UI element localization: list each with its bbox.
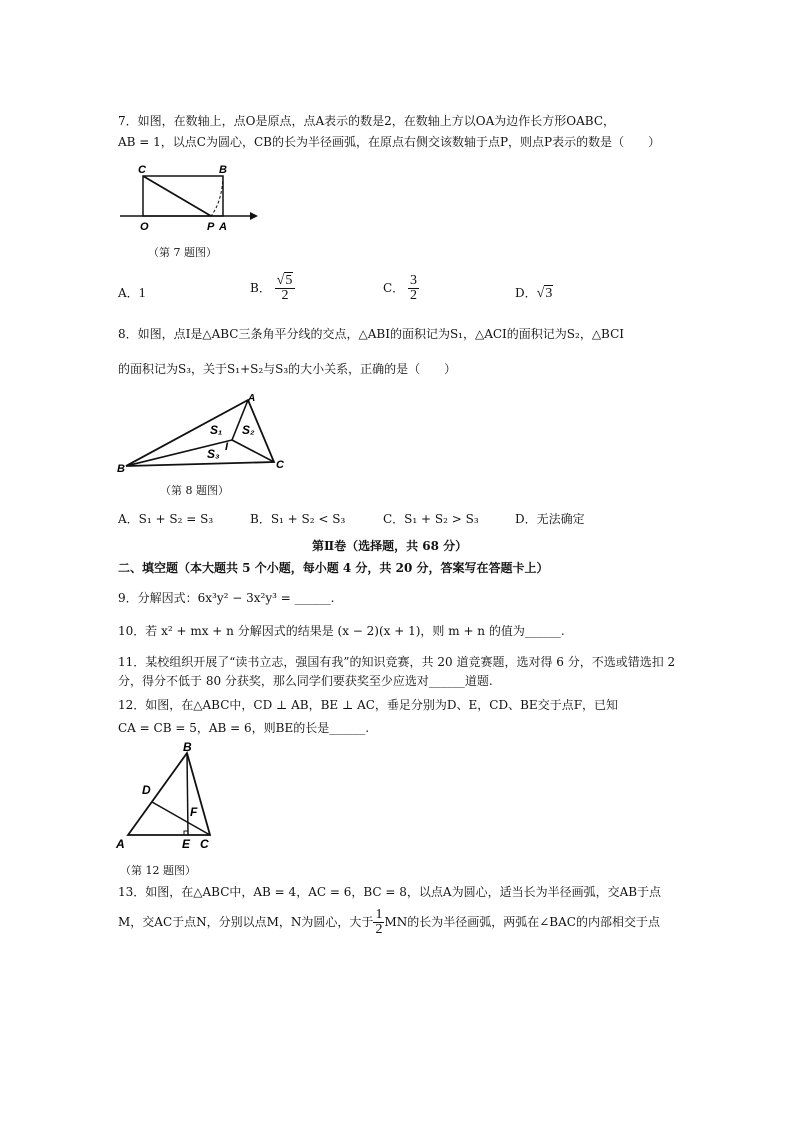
q10: 10．若 x² + mx + n 分解因式的结果是 (x − 2)(x + 1)，则 m + n 的值为______.: [118, 624, 565, 638]
q13-line2: M，交AC于点N，分别以点M，N为圆心，大于 $\frac{1}{2}$ MN的长为半径画弧，两弧在∠BAC的内部相交于点: [118, 907, 660, 937]
q8-figure: [112, 388, 297, 478]
q7-line2: AB = 1，以点C为圆心，CB的长为半径画弧，在原点右侧交该数轴于点P，则点P表示的数是（ ）: [118, 135, 661, 149]
q12-caption: （第 12 题图）: [120, 864, 196, 877]
q12-line2: CA = CB = 5，AB = 6，则BE的长是______.: [118, 721, 370, 735]
q8-label-c: C: [276, 459, 284, 471]
q8-line1: 8．如图，点I是△ABC三条角平分线的交点，△ABI的面积记为S₁，△ACI的面积记为S₂，△BCI: [118, 327, 625, 341]
q12-figure: [112, 738, 227, 853]
q8-caption: （第 8 题图）: [160, 484, 229, 497]
q11-line1: 11．某校组织开展了“读书立志，强国有我”的知识竞赛，共 20 道竞赛题，选对得 6 分，不选或错选扣 2: [118, 655, 676, 669]
q13-line1: 13．如图，在△ABC中，AB = 4，AC = 6，BC = 8，以点A为圆心，适当长为半径画弧，交AB于点: [118, 885, 662, 899]
q7-label-c: C: [138, 164, 146, 176]
q7-option-a: A．1: [118, 286, 146, 301]
q11-line2: 分，得分不低于 80 分获奖，那么同学们要获奖至少应选对______道题.: [118, 674, 493, 688]
q8-label-s3: S₃: [207, 447, 220, 461]
q8-option-d: D．无法确定: [515, 512, 585, 526]
q8-label-s2: S₂: [242, 423, 255, 437]
section2-heading: 二、填空题（本大题共 5 个小题，每小题 4 分，共 20 分，答案写在答题卡上）: [118, 561, 549, 575]
q7-option-b: B． $\frac{√5}{2}$: [250, 274, 295, 303]
q9: 9．分解因式：6x³y² − 3x²y³ = ______.: [118, 591, 335, 605]
q12-label-e: E: [182, 837, 191, 851]
q12-label-d: D: [142, 783, 151, 797]
q8-option-a: A．S₁ + S₂ = S₃: [118, 512, 214, 526]
q7-figure: [110, 160, 260, 235]
q12-label-c: C: [200, 837, 209, 851]
q12-label-a: A: [116, 837, 125, 851]
q8-label-a: A: [248, 393, 256, 404]
q8-label-i: I: [225, 441, 229, 453]
q8-option-c: C．S₁ + S₂ > S₃: [383, 512, 479, 526]
part2-title: 第Ⅱ卷（选择题，共 68 分）: [312, 539, 468, 553]
q12-label-f: F: [190, 805, 198, 819]
q8-line2: 的面积记为S₃，关于S₁+S₂与S₃的大小关系，正确的是（ ）: [118, 362, 457, 376]
q12-label-b: B: [183, 740, 192, 754]
q7-label-o: O: [140, 221, 149, 233]
q7-option-d: D．√3: [515, 286, 553, 301]
q12-line1: 12．如图，在△ABC中，CD ⊥ AB，BE ⊥ AC，垂足分别为D、E，CD、BE交于点F，已知: [118, 698, 619, 712]
q7-line1: 7．如图，在数轴上，点O是原点，点A表示的数是2，在数轴上方以OA为边作长方形OABC，: [118, 114, 616, 128]
q7-label-a: A: [219, 221, 227, 233]
q8-label-s1: S₁: [210, 423, 223, 437]
q8-option-b: B．S₁ + S₂ < S₃: [250, 512, 346, 526]
q7-option-c: C． $\frac{3}{2}$: [383, 273, 418, 303]
q7-label-b: B: [219, 164, 227, 176]
q8-label-b: B: [117, 463, 125, 475]
q7-caption: （第 7 题图）: [148, 246, 217, 259]
q7-label-p: P: [207, 221, 215, 233]
